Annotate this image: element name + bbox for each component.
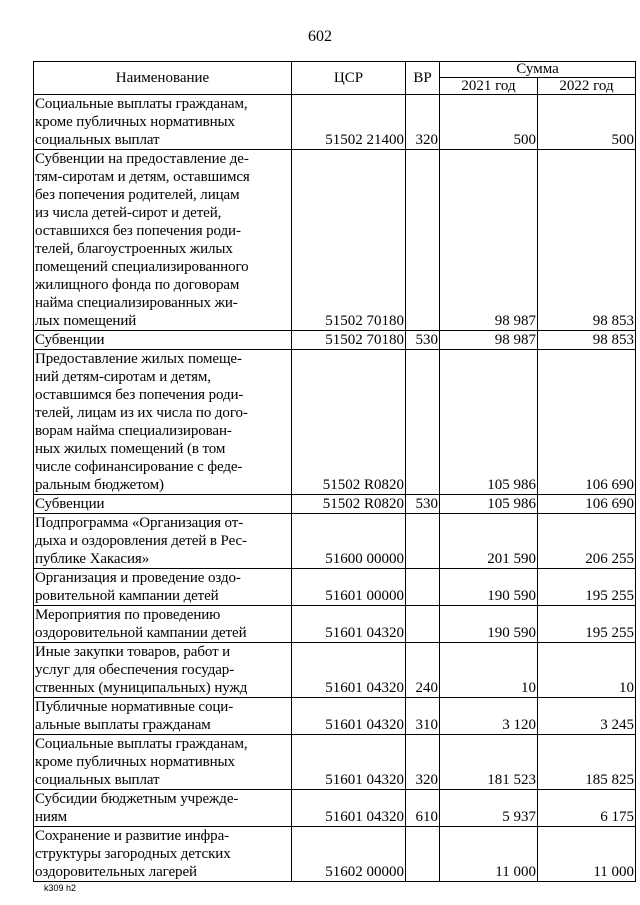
header-vr: ВР — [406, 62, 440, 95]
table-row — [34, 643, 636, 698]
table-row — [34, 350, 636, 495]
row-vr — [406, 569, 440, 606]
row-vr: 240 — [406, 643, 440, 698]
row-name: Организация и проведение оздо- ровительной кампании детей — [34, 569, 292, 606]
row-csr: 51502 R0820 — [292, 495, 406, 514]
row-sum-2021: 98 987 — [440, 150, 538, 331]
row-csr: 51601 04320 — [292, 698, 406, 735]
table-row — [34, 95, 636, 150]
table-row — [34, 606, 636, 643]
header-name: Наименование — [34, 62, 292, 95]
row-sum-2022: 500 — [538, 95, 636, 150]
row-vr — [406, 827, 440, 882]
row-vr — [406, 350, 440, 495]
header-year-2022: 2022 год — [538, 78, 636, 95]
table-row — [34, 495, 636, 514]
row-vr: 310 — [406, 698, 440, 735]
row-csr: 51502 70180 — [292, 331, 406, 350]
row-csr: 51602 00000 — [292, 827, 406, 882]
row-sum-2022: 206 255 — [538, 514, 636, 569]
row-sum-2022: 6 175 — [538, 790, 636, 827]
row-sum-2021: 190 590 — [440, 569, 538, 606]
table-row — [34, 790, 636, 827]
table-row — [34, 331, 636, 350]
footer-code: k309 h2 — [44, 883, 77, 893]
header-sum: Сумма — [440, 62, 636, 78]
row-sum-2022: 106 690 — [538, 350, 636, 495]
row-name: Субвенции на предоставление де- тям-сиротам и детям, оставшимся без попечения родителей, лицам из числа детей-сирот и детей, оставшихся без попечения роди- телей, благоустроенных жилых помещений специализированного жилищного фонда по договорам найма специализированных жи- лых помещений — [34, 150, 292, 331]
row-name: Предоставление жилых помеще- ний детям-сиротам и детям, оставшимся без попечения роди- телей, лицам из их числа по дого- ворам найма специализирован- ных жилых помещений (в том числе софинансирование с феде- ральным бюджетом) — [34, 350, 292, 495]
row-csr: 51502 70180 — [292, 150, 406, 331]
row-name: Подпрограмма «Организация от- дыха и оздоровления детей в Рес- публике Хакасия» — [34, 514, 292, 569]
row-vr: 320 — [406, 735, 440, 790]
row-csr: 51502 R0820 — [292, 350, 406, 495]
row-csr: 51601 04320 — [292, 606, 406, 643]
row-name: Субвенции — [34, 495, 292, 514]
table-row — [34, 735, 636, 790]
row-sum-2021: 500 — [440, 95, 538, 150]
row-sum-2021: 181 523 — [440, 735, 538, 790]
row-sum-2022: 10 — [538, 643, 636, 698]
row-csr: 51601 04320 — [292, 735, 406, 790]
row-vr: 530 — [406, 331, 440, 350]
row-sum-2021: 10 — [440, 643, 538, 698]
table-header — [34, 62, 636, 95]
row-csr: 51502 21400 — [292, 95, 406, 150]
row-sum-2022: 11 000 — [538, 827, 636, 882]
row-sum-2022: 106 690 — [538, 495, 636, 514]
table-row — [34, 827, 636, 882]
row-vr: 530 — [406, 495, 440, 514]
row-name: Сохранение и развитие инфра- структуры загородных детских оздоровительных лагерей — [34, 827, 292, 882]
row-csr: 51601 04320 — [292, 643, 406, 698]
row-name: Социальные выплаты гражданам, кроме публичных нормативных социальных выплат — [34, 735, 292, 790]
row-vr — [406, 150, 440, 331]
row-sum-2021: 105 986 — [440, 495, 538, 514]
header-csr: ЦСР — [292, 62, 406, 95]
row-name: Субвенции — [34, 331, 292, 350]
row-vr: 320 — [406, 95, 440, 150]
page-number: 602 — [308, 28, 332, 45]
row-csr: 51601 00000 — [292, 569, 406, 606]
row-sum-2021: 201 590 — [440, 514, 538, 569]
header-year-2021: 2021 год — [440, 78, 538, 95]
table-body — [34, 95, 636, 882]
row-sum-2021: 190 590 — [440, 606, 538, 643]
row-sum-2021: 11 000 — [440, 827, 538, 882]
row-name: Публичные нормативные соци- альные выплаты гражданам — [34, 698, 292, 735]
row-vr — [406, 606, 440, 643]
table-row — [34, 569, 636, 606]
table-row — [34, 514, 636, 569]
row-sum-2022: 3 245 — [538, 698, 636, 735]
row-sum-2022: 98 853 — [538, 150, 636, 331]
row-name: Субсидии бюджетным учрежде- ниям — [34, 790, 292, 827]
row-name: Мероприятия по проведению оздоровительной кампании детей — [34, 606, 292, 643]
row-sum-2022: 185 825 — [538, 735, 636, 790]
row-name: Социальные выплаты гражданам, кроме публичных нормативных социальных выплат — [34, 95, 292, 150]
row-sum-2021: 98 987 — [440, 331, 538, 350]
row-vr — [406, 514, 440, 569]
row-csr: 51601 04320 — [292, 790, 406, 827]
row-sum-2021: 105 986 — [440, 350, 538, 495]
row-sum-2022: 195 255 — [538, 606, 636, 643]
row-vr: 610 — [406, 790, 440, 827]
row-sum-2021: 3 120 — [440, 698, 538, 735]
row-sum-2022: 195 255 — [538, 569, 636, 606]
row-sum-2021: 5 937 — [440, 790, 538, 827]
row-csr: 51600 00000 — [292, 514, 406, 569]
table-row — [34, 698, 636, 735]
row-name: Иные закупки товаров, работ и услуг для обеспечения государ- ственных (муниципальных) нужд — [34, 643, 292, 698]
row-sum-2022: 98 853 — [538, 331, 636, 350]
table-row — [34, 150, 636, 331]
budget-table — [33, 61, 636, 882]
